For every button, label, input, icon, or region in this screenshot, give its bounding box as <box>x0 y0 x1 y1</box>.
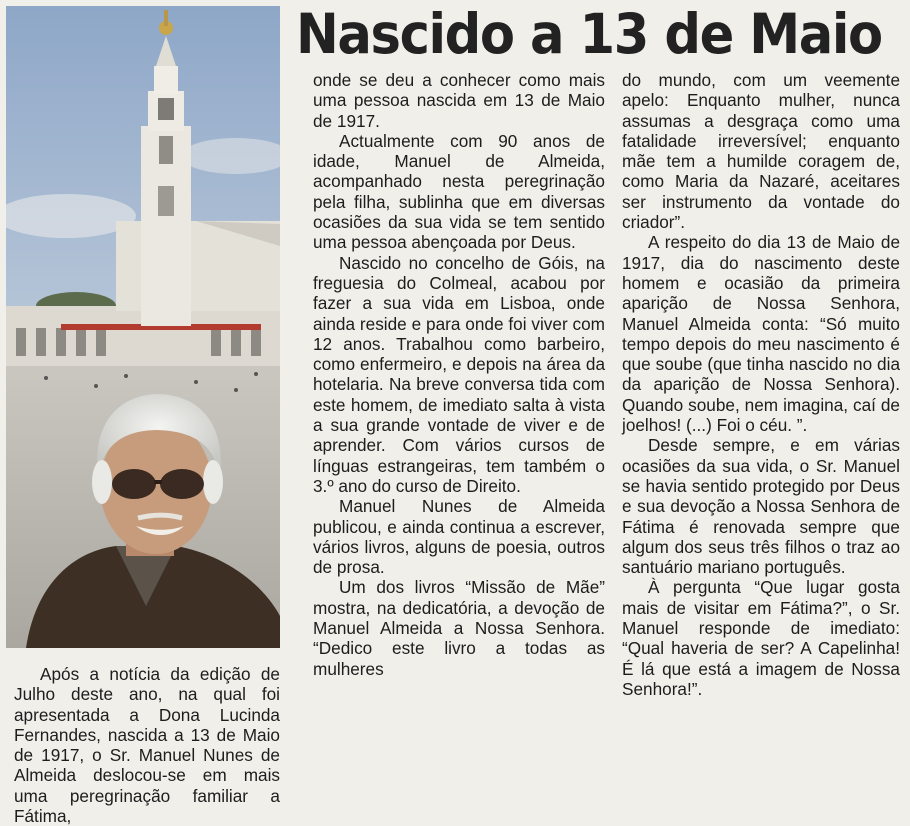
article-paragraph: Nascido no concelho de Góis, na freguesia do Colmeal, acabou por fazer a sua vida em Lisboa, onde ainda reside e para onde foi viver com 12 anos. Trabalhou como barbeiro, como enfermeiro, e depois na área da hotelaria. Na breve conversa tida com este homem, de imediato salta à vista a sua grande vontade de viver e de aprender. Com vários cursos de línguas estrangeiras, tem também o 3.º ano do curso de Direito. <box>313 252 605 496</box>
article-paragraph: Desde sempre, e em várias ocasiões da sua vida, o Sr. Manuel se havia sentido protegido por Deus e sua devoção a Nossa Senhora de Fátima é renovada sempre que algum dos seus três filhos o traz ao santuário mariano português. <box>622 435 900 578</box>
article-column-3 <box>622 70 900 699</box>
article-paragraph: Um dos livros “Missão de Mãe” mostra, na dedicatória, a devoção de Manuel Almeida a Nossa Senhora. “Dedico este livro a todas as mulheres <box>313 577 605 679</box>
article-paragraph: Manuel Nunes de Almeida publicou, e ainda continua a escrever, vários livros, alguns de poesia, outros de prosa. <box>313 496 605 578</box>
article-column-2 <box>313 70 605 679</box>
article-column-1 <box>14 664 280 826</box>
article-paragraph: Após a notícia da edição de Julho deste ano, na qual foi apresentada a Dona Lucinda Fernandes, nascida a 13 de Maio de 1917, o Sr. Manuel Nunes de Almeida deslocou-se em mais uma peregrinação familiar a Fátima, <box>14 664 280 826</box>
article-headline: Nascido a 13 de Maio <box>296 2 882 66</box>
article-paragraph: do mundo, com um veemente apelo: Enquanto mulher, nunca assumas a desgraça como uma fatalidade irreversível; enquanto mãe tem a humilde coragem de, como Maria da Nazaré, aceitares ser instrumento da vontade do criador”. <box>622 70 900 233</box>
article-paragraph: À pergunta “Que lugar gosta mais de visitar em Fátima?”, o Sr. Manuel responde de imediato: “Qual haveria de ser? A Capelinha! É lá que está a imagem de Nossa Senhora!”. <box>622 577 900 699</box>
article-paragraph: onde se deu a conhecer como mais uma pessoa nascida em 13 de Maio de 1917. <box>313 70 605 131</box>
article-paragraph: A respeito do dia 13 de Maio de 1917, dia do nascimento deste homem e ocasião da primeira aparição de Nossa Senhora, Manuel Almeida conta: “Só muito tempo depois do meu nascimento é que soube (que tinha nascido no dia da aparição de Nossa Senhora). Quando soube, nem imagina, caí de joelhos! (...) Foi o céu. ”. <box>622 232 900 436</box>
article-paragraph: Actualmente com 90 anos de idade, Manuel de Almeida, acompanhado nesta peregrinação pela filha, sublinha que em diversas ocasiões da sua vida se tem sentido uma pessoa abençoada por Deus. <box>313 130 605 253</box>
article-photo <box>6 6 280 648</box>
